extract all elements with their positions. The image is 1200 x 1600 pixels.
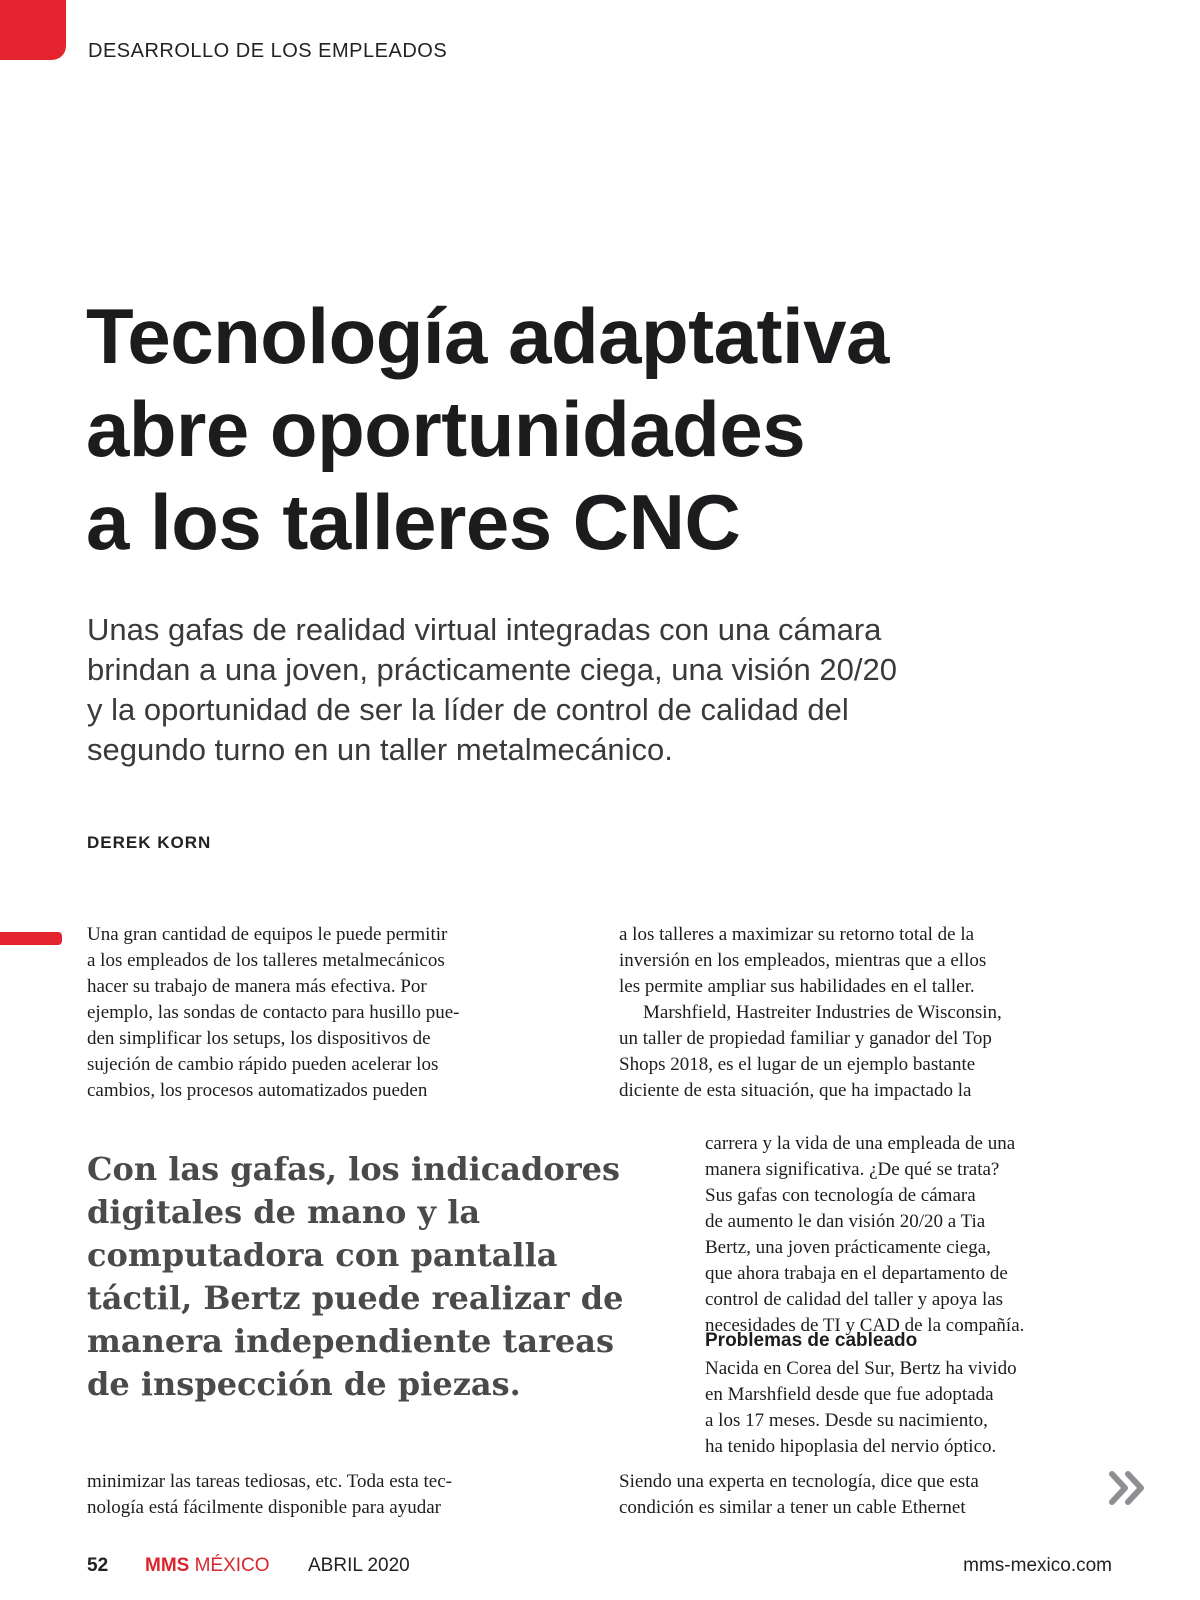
body-line: minimizar las tareas tediosas, etc. Toda esta tec-: [87, 1471, 452, 1492]
pull-quote-line: Con las gafas, los indicadores: [87, 1150, 620, 1188]
body-line: Bertz, una joven prácticamente ciega,: [705, 1237, 991, 1258]
body-line: Siendo una experta en tecnología, dice que esta: [619, 1471, 979, 1492]
pull-quote-line: de inspección de piezas.: [87, 1365, 521, 1403]
column-2-subsection: [705, 1356, 1017, 1460]
body-line: en Marshfield desde que fue adoptada: [705, 1384, 994, 1405]
page-number: 52: [87, 1555, 109, 1576]
body-start-marker: [0, 932, 62, 945]
column-1-bottom: [87, 1469, 452, 1521]
body-line: nología está fácilmente disponible para ayudar: [87, 1497, 442, 1518]
article-title: [86, 290, 1086, 569]
column-2-bottom: [619, 1469, 979, 1521]
subheading: Problemas de cableado: [705, 1330, 918, 1351]
body-line: Marshfield, Hastreiter Industries de Wisconsin,: [643, 1002, 1002, 1023]
body-line: diciente de esta situación, que ha impactado la: [619, 1080, 972, 1101]
body-line: control de calidad del taller y apoya las: [705, 1289, 1004, 1310]
website-url[interactable]: mms-mexico.com: [963, 1555, 1112, 1576]
body-line: necesidades de TI y CAD de la compañía.: [705, 1315, 1025, 1336]
deck-line: segundo turno en un taller metalmecánico.: [87, 732, 673, 767]
pull-quote: [87, 1148, 647, 1406]
double-chevron-right-icon[interactable]: [1108, 1468, 1148, 1508]
title-line: abre oportunidades: [86, 385, 806, 473]
body-line: a los 17 meses. Desde su nacimiento,: [705, 1410, 988, 1431]
pull-quote-line: computadora con pantalla: [87, 1236, 558, 1274]
body-line: de aumento le dan visión 20/20 a Tia: [705, 1211, 986, 1232]
body-line: ejemplo, las sondas de contacto para husillo pue-: [87, 1002, 460, 1023]
body-line: Shops 2018, es el lugar de un ejemplo bastante: [619, 1054, 976, 1075]
pull-quote-line: digitales de mano y la: [87, 1193, 481, 1231]
body-line: manera significativa. ¿De qué se trata?: [705, 1159, 1000, 1180]
pull-quote-line: táctil, Bertz puede realizar de: [87, 1279, 624, 1317]
issue-date: ABRIL 2020: [308, 1555, 410, 1576]
article-deck: [87, 610, 1087, 770]
body-line: inversión en los empleados, mientras que a ellos: [619, 950, 987, 971]
body-line: condición es similar a tener un cable Ethernet: [619, 1497, 966, 1518]
title-line: a los talleres CNC: [86, 478, 741, 566]
body-line: den simplificar los setups, los dispositivos de: [87, 1028, 431, 1049]
body-line: carrera y la vida de una empleada de una: [705, 1133, 1016, 1154]
author-byline: DEREK KORN: [87, 833, 212, 852]
body-line: Una gran cantidad de equipos le puede permitir: [87, 924, 448, 945]
column-1-top: [87, 922, 460, 1104]
deck-line: y la oportunidad de ser la líder de control de calidad del: [87, 692, 849, 727]
deck-line: Unas gafas de realidad virtual integradas con una cámara: [87, 612, 882, 647]
body-line: ha tenido hipoplasia del nervio óptico.: [705, 1436, 997, 1457]
section-label: DESARROLLO DE LOS EMPLEADOS: [88, 40, 448, 62]
body-line: Nacida en Corea del Sur, Bertz ha vivido: [705, 1358, 1017, 1379]
body-line: les permite ampliar sus habilidades en el taller.: [619, 976, 975, 997]
column-2-wrap: [705, 1131, 1024, 1339]
body-line: a los empleados de los talleres metalmecánicos: [87, 950, 445, 971]
body-line: a los talleres a maximizar su retorno total de la: [619, 924, 975, 945]
column-2-top: [619, 922, 1002, 1104]
body-line: sujeción de cambio rápido pueden acelerar los: [87, 1054, 439, 1075]
brand-rest: MÉXICO: [194, 1555, 270, 1576]
publication-name: [145, 1555, 270, 1577]
body-line: que ahora trabaja en el departamento de: [705, 1263, 1008, 1284]
title-line: Tecnología adaptativa: [86, 292, 889, 380]
body-line: un taller de propiedad familiar y ganador del Top: [619, 1028, 992, 1049]
body-line: hacer su trabajo de manera más efectiva. Por: [87, 976, 427, 997]
pull-quote-line: manera independiente tareas: [87, 1322, 615, 1360]
body-line: Sus gafas con tecnología de cámara: [705, 1185, 976, 1206]
deck-line: brindan a una joven, prácticamente ciega, una visión 20/20: [87, 652, 897, 687]
body-line: cambios, los procesos automatizados pueden: [87, 1080, 428, 1101]
section-color-tab: [0, 0, 66, 60]
brand-bold: MMS: [145, 1555, 190, 1576]
